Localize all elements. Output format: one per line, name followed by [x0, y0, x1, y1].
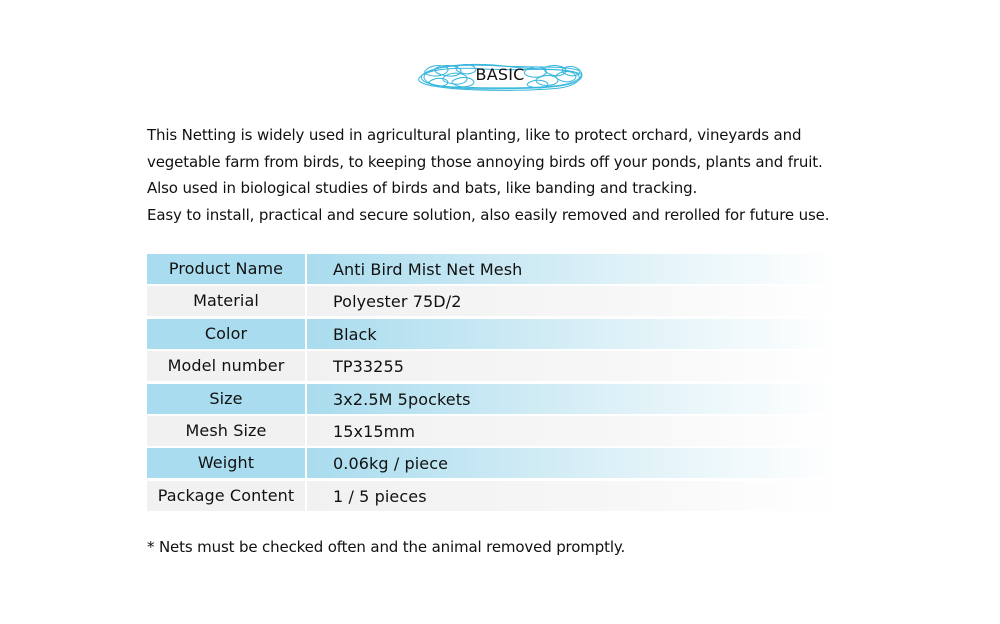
description-line: Easy to install, practical and secure solution, also easily removed and rerolled for future use.	[147, 205, 830, 224]
spec-value: TP33255	[307, 351, 839, 381]
spec-row-weight	[147, 448, 839, 480]
spec-value: Anti Bird Mist Net Mesh	[307, 254, 839, 284]
spec-value: 1 / 5 pieces	[307, 481, 839, 511]
spec-value: 15x15mm	[307, 416, 839, 446]
spec-label: Weight	[147, 448, 305, 478]
spec-label: Model number	[147, 351, 305, 381]
spec-label: Size	[147, 384, 305, 414]
description-line: This Netting is widely used in agricultural planting, like to protect orchard, vineyards and	[147, 126, 802, 144]
spec-row-size	[147, 384, 839, 416]
spec-label: Color	[147, 319, 305, 349]
spec-value: Black	[307, 319, 839, 349]
product-description	[147, 122, 867, 228]
spec-value: 3x2.5M 5pockets	[307, 384, 839, 414]
section-heading	[414, 58, 586, 94]
spec-value: Polyester 75D/2	[307, 286, 839, 316]
spec-row-package-content	[147, 481, 839, 513]
spec-row-product-name	[147, 254, 839, 286]
spec-label: Material	[147, 286, 305, 316]
spec-row-color	[147, 319, 839, 351]
spec-value: 0.06kg / piece	[307, 448, 839, 478]
spec-label: Product Name	[147, 254, 305, 284]
section-title: BASIC	[475, 65, 525, 84]
spec-label: Mesh Size	[147, 416, 305, 446]
footnote: * Nets must be checked often and the animal removed promptly.	[147, 538, 626, 556]
description-line: Also used in biological studies of birds and bats, like banding and tracking.	[147, 179, 698, 197]
description-line: vegetable farm from birds, to keeping those annoying birds off your ponds, plants and fruit.	[147, 152, 823, 171]
spec-row-mesh-size	[147, 416, 839, 448]
spec-row-material	[147, 286, 839, 318]
specification-table	[147, 254, 839, 513]
spec-label: Package Content	[147, 481, 305, 511]
spec-row-model-number	[147, 351, 839, 383]
